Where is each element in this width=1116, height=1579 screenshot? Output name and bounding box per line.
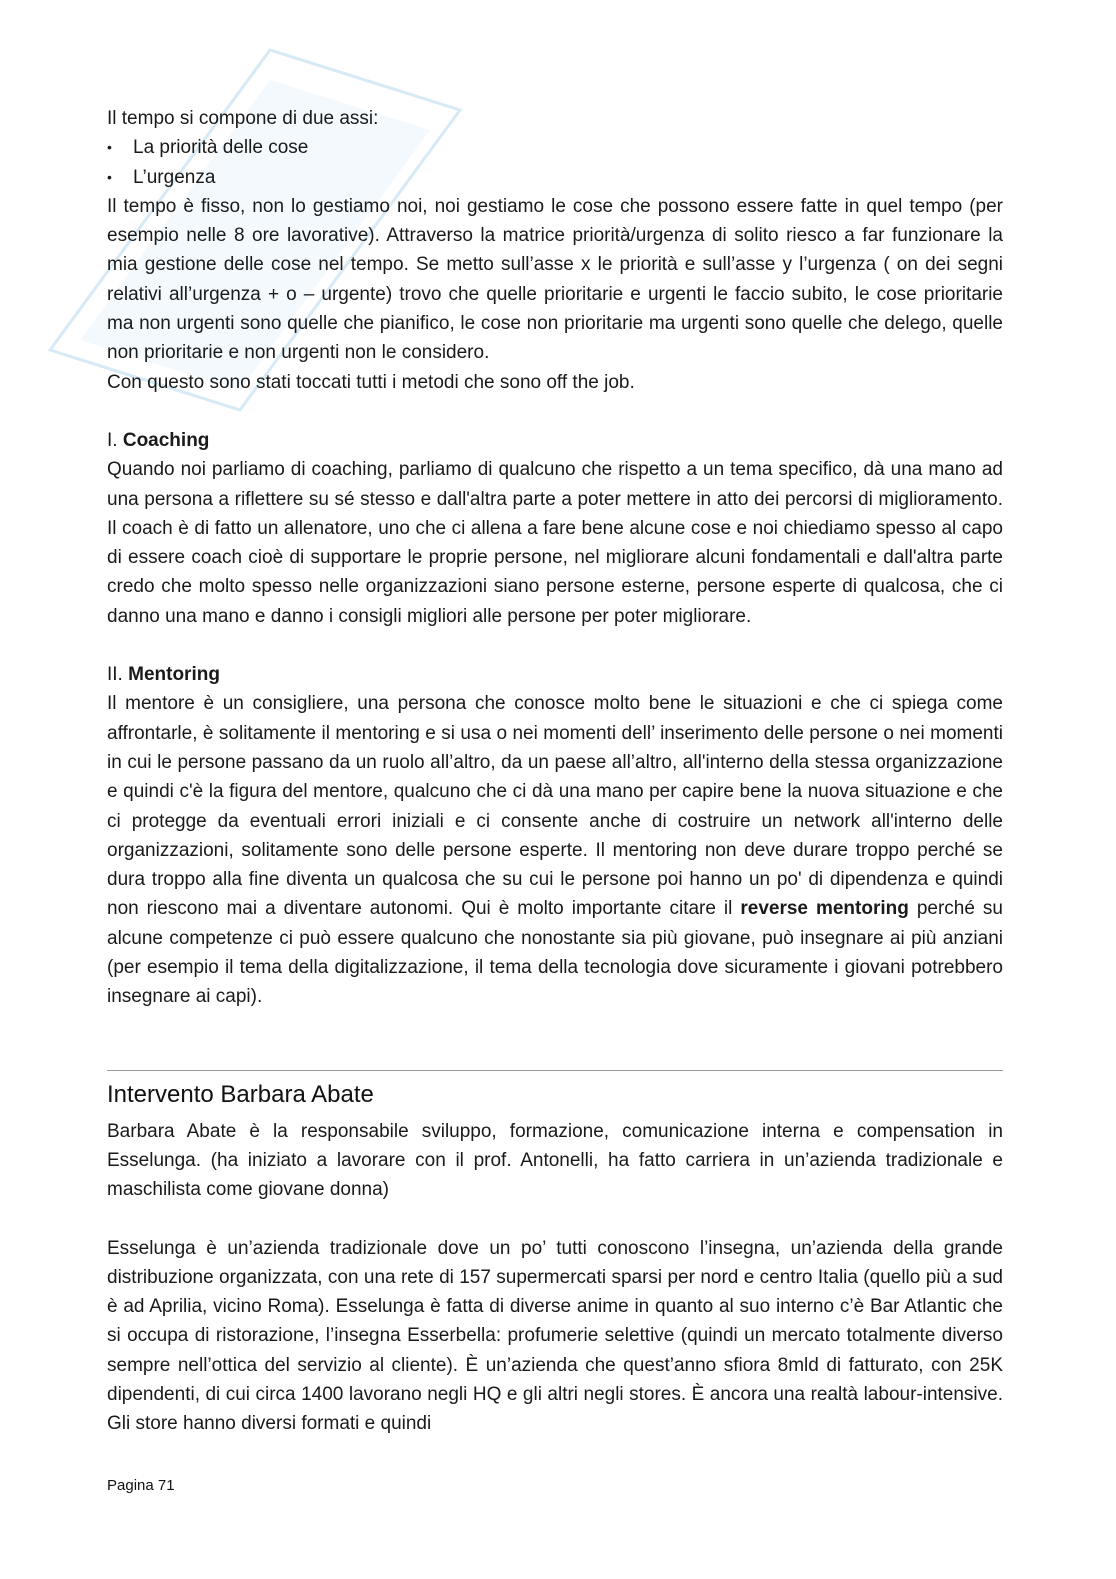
section-numeral: II.: [107, 664, 123, 686]
bullet-list: [107, 133, 1003, 192]
reverse-mentoring-term: reverse mentoring: [740, 898, 909, 920]
paragraph-abate-intro: Barbara Abate è la responsabile sviluppo, formazione, comunicazione interna e compensation in Esselunga. (ha iniziato a lavorare con il prof. Antonelli, ha fatto carriera in un’azienda tradizionale e maschilista come giovane donna): [107, 1120, 1003, 1201]
paragraph-esselunga: Esselunga è un’azienda tradizionale dove un po’ tutti conoscono l’insegna, un’azienda della grande distribuzione organizzata, con una rete di 157 supermercati sparsi per nord e centro Italia (quello più a sud è ad Aprilia, vicino Roma). Esselunga è fatta di diverse anime in quanto al suo interno c’è Bar Atlantic che si occupa di ristorazione, l’insegna Esserbella: profumerie selettive (quindi un mercato totalmente diverso sempre nell’ottica del servizio al cliente). È un’azienda che quest’anno sfiora 8mld di fatturato, con 25K dipendenti, di cui circa 1400 lavorano negli HQ e gli altri negli stores. È ancora una realtà labour-intensive. Gli store hanno diversi formati e quindi: [107, 1237, 1003, 1435]
section-heading-coaching: [107, 426, 1003, 455]
page-number: Pagina 71: [107, 1477, 175, 1494]
paragraph-time: Il tempo è fisso, non lo gestiamo noi, noi gestiamo le cose che possono essere fatte in quel tempo (per esempio nelle 8 ore lavorative). Attraverso la matrice priorità/urgenza di solito riesco a far funzionare la mia gestione delle cose nel tempo. Se metto sull’asse x le priorità e sull’asse y l’urgenza ( on dei segni relativi all’urgenza + o – urgente) trovo che quelle prioritarie e urgenti le faccio subito, le cose prioritarie ma non urgenti sono quelle che pianifico, le cose non prioritarie ma urgenti sono quelle che delego, quelle non prioritarie e non urgenti non le considero.: [107, 195, 1003, 364]
paragraph-mentoring: [107, 689, 1003, 1011]
section-title: Coaching: [122, 429, 210, 451]
mentoring-text: Il mentore è un consigliere, una persona che conosce molto bene le situazioni e che ci spiega come affrontarle, è solitamente il mentoring e si usa o nei momenti dell’ inserimento delle persone o nei momenti in cui le persone passano da un ruolo all’altro, da un paese all’altro, all'interno della stessa organizzazione e quindi c'è la figura del mentore, qualcuno che ci dà una mano per capire bene la nuova situazione e che ci protegge da eventuali errori iniziali e ci consente anche di costruire un network all'interno delle organizzazioni, solitamente sono delle persone esperte. Il mentoring non deve durare troppo perché se dura troppo alla fine diventa un qualcosa che su cui le persone poi hanno un po' di dipendenza e quindi non riescono mai a diventare autonomi. Qui è molto importante citare il: [107, 693, 1003, 920]
intervento-title: Intervento Barbara Abate: [107, 1080, 374, 1108]
spacer: [107, 1205, 1003, 1234]
section-heading-mentoring: [107, 660, 1003, 689]
paragraph-coaching: Quando noi parliamo di coaching, parliamo di qualcuno che rispetto a un tema specifico, dà una mano ad una persona a riflettere su sé stesso e dall'altra parte a poter mettere in atto dei percorsi di miglioramento. Il coach è di fatto un allenatore, uno che ci allena a fare bene alcune cose e noi chiediamo spesso al capo di essere coach cioè di supportare le proprie persone, nel migliorare alcuni fondamentali e dall'altra parte credo che molto spesso nelle organizzazioni siano persone esterne, persone esperte di qualcosa, che ci danno una mano e danno i consigli migliori alle persone per poter migliorare.: [107, 459, 1003, 627]
document-page: [107, 104, 1003, 1439]
bullet-item: • L’urgenza: [107, 163, 1003, 192]
paragraph-off-the-job: Con questo sono stati toccati tutti i metodi che sono off the job.: [107, 371, 635, 393]
bullet-item: • La priorità delle cose: [107, 133, 1003, 162]
section-title: Mentoring: [128, 664, 220, 686]
intro-line: Il tempo si compone di due assi:: [107, 108, 379, 129]
section-numeral: I.: [107, 429, 118, 451]
horizontal-divider: [107, 1070, 1003, 1071]
mentoring-text: perché su alcune competenze ci può essere qualcuno che nonostante sia più giovane, può insegnare ai più anziani (per esempio il tema della digitalizzazione, il tema della tecnologia dove sicuramente i giovani potrebbero insegnare ai capi).: [107, 898, 1003, 1008]
